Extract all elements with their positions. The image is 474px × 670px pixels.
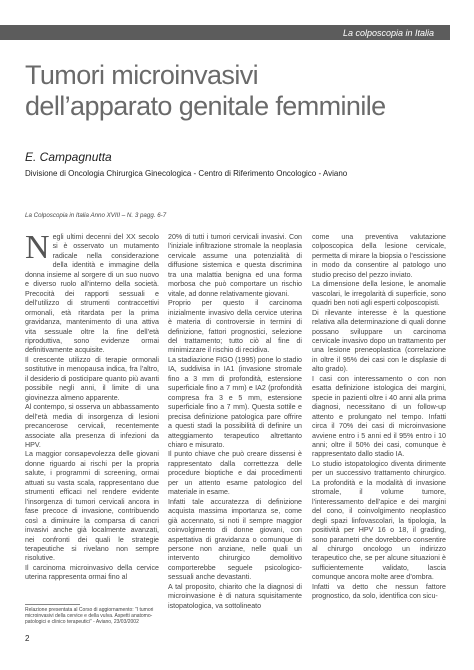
paragraph: Lo studio istopatologico diventa dirimente per un successivo trattamento chirurgico. La profondità e la modalità di invasione stromale, il volume tumore, l’interessamento dell’apice e dei margini del cono, il coinvolgimento neoplastico degli spazi linfovascolari, la tipologia, la positività per HPV 16 o 18, il grading, sono parametri che dovrebbero consentire al chirurgo oncologo un indirizzo terapeutico che, se per alcune situazioni è sufficientemente validato, lascia comunque ancora molte aree d’ombra.: [312, 459, 446, 582]
paragraph: La dimensione della lesione, le anomalie vascolari, le irregolarità di superficie, sono quadri ben noti agli esperti colposcopisti.: [312, 280, 446, 308]
title-line-1: Tumori microinvasivi: [25, 60, 259, 90]
citation-line: La Colposcopia in Italia Anno XVIII – N. 3 pagg. 6-7: [25, 212, 167, 219]
section-header-bar: [0, 25, 450, 40]
paragraph: [25, 229, 159, 356]
paragraph: La maggior consapevolezza delle giovani donne riguardo ai rischi per la propria salute, i programmi di screening, ormai attuati su vasta scala, rappresentano due strumenti efficaci nel rendere evidente l’insorgenza di tumori cervicali ancora in fase precoce di invasione, contribuendo così a diminuire la comparsa di cancri invasivi anche già localmente avanzati, nei confronti dei quali le strategie terapeutiche si rivelano non sempre risolutive.: [25, 450, 159, 563]
text-column-2: [168, 233, 302, 611]
author-affiliation: Divisione di Oncologia Chirurgica Ginecologica - Centro di Riferimento Oncologico - Aviano: [25, 169, 348, 178]
paragraph: Il carcinoma microinvasivo della cervice uterina rappresenta ormai fino al: [25, 563, 159, 582]
paragraph: Infatti va detto che nessun fattore prognostico, da solo, identifica con sicu-: [312, 582, 446, 601]
paragraph: 20% di tutti i tumori cervicali invasivi. Con l’iniziale infiltrazione stromale la neoplasia cervicale assume una potenzialità di diffusione sistemica e questa discrimina tra una malattia benigna ed una forma morbosa che può comportare un rischio vitale, ad donne relativamente giovani.: [168, 233, 302, 298]
paragraph: Di rilevante interesse è la questione relativa alla determinazione di quali donne possano sviluppare un carcinoma cervicale invasivo dopo un trattamento per una lesione preneoplastica (correlazione in oltre il 95% dei casi con le displasie di alto grado).: [312, 308, 446, 374]
section-header-label: La colposcopia in Italia: [342, 27, 434, 38]
paragraph: Il crescente utilizzo di terapie ormonali sostitutive in menopausa indica, fra l’altro, il desiderio di posticipare quanto più avanti possibile negli anni, il limite di una giovinezza almeno apparente.: [25, 355, 159, 402]
paragraph: Al contempo, si osserva un abbassamento dell’età media di insorgenza di lesioni precancerose cervicali, recentemente associate alla presenza di infezioni da HPV.: [25, 403, 159, 449]
paragraph: La stadiazione FIGO (1995) pone lo stadio IA, suddivisa in IA1 (invasione stromale fino a 3 mm di profondità, estensione superficiale fino a 7 mm) e IA2 (profondità compresa fra 3 e 5 mm, estensione superficiale fino a 7 mm). Questa sottile e precisa definizione patologica pare offrire a questi stadi la possibilità di definire un atteggiamento terapeutico altrettanto chiaro e misurato.: [168, 355, 302, 449]
paragraph: come una preventiva valutazione colposcopica della lesione cervicale, permetta di mirare la biopsia o l’escissione in modo da consentire al patologo uno studio preciso del pezzo inviato.: [312, 233, 446, 279]
footnote: Relazione presentata al Corso di aggiornamento: “I tumori microinvasivi della cervice e della vulva. Aspetti anatomo-patologici e clinico terapeutici” - Aviano, 23/03/2002: [25, 607, 154, 626]
paragraph: Il punto chiave che può creare dissensi è rappresentato dalla correttezza delle procedure bioptiche e dai procedimenti per un attento esame patologico del materiale in esame.: [168, 450, 302, 497]
text-column-3: [312, 233, 446, 602]
title-line-2: dell’apparato genitale femminile: [25, 91, 386, 121]
paragraph: Proprio per questo il carcinoma inizialmente invasivo della cervice uterina è materia di controversie in termini di definizione, fattori prognostici, selezione del trattamento; tutto ciò al fine di minimizzare il rischio di recidiva.: [168, 299, 302, 355]
footnote-divider: [25, 604, 80, 605]
paragraph: I casi con interessamento o con non esatta definizione istologica dei margini, specie in pazienti oltre i 40 anni alla prima diagnosi, necessitano di un follow-up attento e prolungato nel tempo. Infatti circa il 70% dei casi di microinvasione avviene entro i 5 anni ed il 95% entro i 10 anni; oltre il 50% dei casi, comunque è rappresentato dallo stadio IA.: [312, 374, 446, 459]
author-name: E. Campagnutta: [25, 150, 112, 164]
drop-cap: N: [25, 229, 50, 266]
text-column-1: [25, 229, 159, 583]
paragraph: A tal proposito, chiarito che la diagnosi di microinvasione è di natura squisitamente istopatologica, va sottolineato: [168, 582, 302, 610]
article-title: [25, 60, 445, 122]
page-number: 2: [25, 634, 30, 643]
paragraph: Infatti tale accuratezza di definizione acquista massima importanza se, come già accennato, si noti il sempre maggior coinvolgimento di donne giovani, con aspettativa di gravidanza o comunque di persone non anziane, nelle quali un intervento chirurgico demolitivo comporterebbe seguele psicologico-sessuali anche devastanti.: [168, 497, 302, 582]
paragraph-text: egli ultimi decenni del XX secolo si è osservato un mutamento radicale nella considerazione della identità e immagine della donna insieme al sorgere di un suo nuovo e diverso ruolo all’interno della società. Precocità dei rapporti sessuali e dell’utilizzo di strumenti contraccettivi ormonali, età ritardata per la prima gravidanza, mantenimento di una attiva vita sessuale oltre la fine dell’età riproduttiva, sono evidenze ormai definitivamente acquisite.: [25, 233, 159, 355]
